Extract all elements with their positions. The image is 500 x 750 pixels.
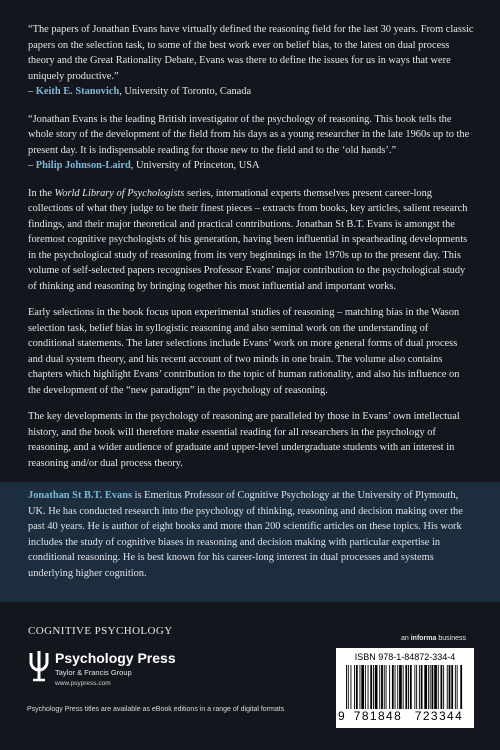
barcode-bar <box>395 665 396 709</box>
barcode-bar <box>455 665 456 709</box>
barcode-bar <box>447 665 448 709</box>
informa-business-label <box>401 635 466 642</box>
barcode-bar <box>392 665 394 709</box>
bio-text: is Emeritus Professor of Cognitive Psychology at the University of Plymouth, UK. He has conducted research into the psychology of thinking, reasoning and decision making over the past 40 years. He is author of eight books and more than 200 scientific articles on these topics. His work includes the study of cognitive biases in reasoning and decision making with particular expertise in conditional reasoning. He is best known for his career-long interest in dual processes and systems underlying higher cognition. <box>28 490 463 579</box>
barcode-bar <box>460 665 462 709</box>
description-paragraph-1 <box>28 186 474 295</box>
barcode-bar <box>397 665 398 709</box>
barcode-bar <box>351 665 352 709</box>
quote-text: “The papers of Jonathan Evans have virtually defined the reasoning field for the last 30 years. From classic papers on the selection task, to some of the best work ever on belief bias, to the latest on dual process theory and the Great Rationality Debate, Evans was there to define the issues for us in ways that were uniquely productive.” <box>28 24 474 82</box>
barcode-bar <box>430 665 431 709</box>
barcode-bar <box>424 665 427 709</box>
quote-affiliation: , University of Princeton, USA <box>130 160 260 171</box>
barcode-bar <box>438 665 439 709</box>
barcode-bar <box>421 665 423 709</box>
barcode-right-digits: 723344 <box>414 709 464 723</box>
barcode-bar <box>403 665 404 709</box>
description-paragraph-2: Early selections in the book focus upon experimental studies of reasoning – matching bias in the Wason selection task, belief bias in syllogistic reasoning and also seminal work on the understanding of conditional statements. The later selections include Evans’ work on more general forms of dual process and dual system theory, and his recent account of two minds in one brain. The volume also contains chapters which highlight Evans’ contribution to the topic of human rationality, and also his influence on the development of the “new paradigm” in the psychology of reasoning. <box>28 307 460 396</box>
text: business <box>436 635 466 642</box>
isbn-barcode <box>336 648 474 728</box>
text: In the <box>28 187 55 199</box>
barcode-bar <box>373 665 374 709</box>
ebook-note: Psychology Press titles are available as eBook editions in a range of digital formats <box>27 706 285 713</box>
barcode-bar <box>370 665 372 709</box>
barcode-bar <box>379 665 380 709</box>
quote-attribution <box>28 84 474 100</box>
psi-icon <box>27 650 51 684</box>
informa-brand: informa <box>410 635 437 642</box>
barcode-bar <box>408 665 409 709</box>
barcode-bar <box>451 665 453 709</box>
barcode-bar <box>381 665 383 709</box>
barcode-bar <box>414 665 415 709</box>
barcode-bars <box>344 665 466 709</box>
barcode-bar <box>419 665 420 709</box>
publisher-subtitle: Taylor & Francis Group <box>55 668 132 677</box>
publisher-name: Psychology Press <box>55 650 176 666</box>
barcode-bar <box>434 665 437 709</box>
quote-text: “Jonathan Evans is the leading British investigator of the psychology of reasoning. This book tells the whole story of the development of the field from his days as a young researcher in the late 1960s up to the present day. It is indispensable reading for those new to the field and to the ‘old hands’.” <box>28 113 470 156</box>
barcode-bar <box>375 665 378 709</box>
quote-author: Philip Johnson-Laird <box>35 160 131 171</box>
dash: – <box>28 160 36 171</box>
subject-category: COGNITIVE PSYCHOLOGY <box>28 625 173 637</box>
barcode-bar <box>348 665 349 709</box>
barcode-bar <box>354 665 355 709</box>
barcode-bar <box>428 665 429 709</box>
publisher-url: www.psypress.com <box>55 680 111 687</box>
barcode-first-digit: 9 <box>338 709 345 723</box>
description-paragraph-3: The key developments in the psychology of reasoning are paralleled by those in Evans’ own intellectual history, and the book will therefore make essential reading for all researchers in the psychology of reasoning, and a wider audience of graduate and upper-level undergraduate students with an interest in reasoning and/or dual process theory. <box>28 411 460 469</box>
main-text <box>28 22 474 471</box>
barcode-bar <box>405 665 407 709</box>
barcode-bar <box>356 665 358 709</box>
barcode-bar <box>365 665 366 709</box>
barcode-bar <box>389 665 390 709</box>
barcode-bar <box>399 665 402 709</box>
barcode-bar <box>410 665 412 709</box>
barcode-bar <box>416 665 417 709</box>
author-bio <box>28 488 478 581</box>
isbn-label: ISBN 978-1-84872-334-4 <box>354 652 456 662</box>
author-name: Jonathan St B.T. Evans <box>28 490 133 501</box>
barcode-bar <box>368 665 369 709</box>
barcode-bar <box>386 665 387 709</box>
barcode-bar <box>360 665 361 709</box>
quote-author: Keith E. Stanovich <box>35 86 120 97</box>
barcode-bar <box>443 665 444 709</box>
quote-stanovich <box>28 22 474 100</box>
barcode-left-digits: 781848 <box>353 709 403 723</box>
barcode-bar <box>441 665 443 709</box>
barcode-bar <box>361 665 364 709</box>
quote-affiliation: , University of Toronto, Canada <box>119 86 252 97</box>
text: series, international experts themselves present career-long collections of what they judge to be their finest pieces – extracts from books, key articles, salient research findings, and their major theoretical and practical contributions. Jonathan St B.T. Evans is amongst the foremost cognitive psychologists of his generation, having been influential in spearheading developments in the psychological study of reasoning from its very beginnings in the 1970s up to the present day. This volume of self-selected papers recognises Professor Evans’ major contribution to the psychological study of thinking and reasoning by bringing together his most influential and important works. <box>28 187 468 292</box>
text: an <box>401 635 411 642</box>
quote-johnson-laird <box>28 112 474 174</box>
quote-attribution <box>28 158 474 174</box>
barcode-bar <box>432 665 434 709</box>
barcode-bar <box>457 665 458 709</box>
barcode-digits <box>338 709 472 723</box>
barcode-bar <box>449 665 451 709</box>
barcode-bar <box>346 665 347 709</box>
author-bio-panel <box>0 482 500 602</box>
dash: – <box>28 86 36 97</box>
series-name: World Library of Psychologists <box>54 187 185 199</box>
barcode-bar <box>384 665 385 709</box>
